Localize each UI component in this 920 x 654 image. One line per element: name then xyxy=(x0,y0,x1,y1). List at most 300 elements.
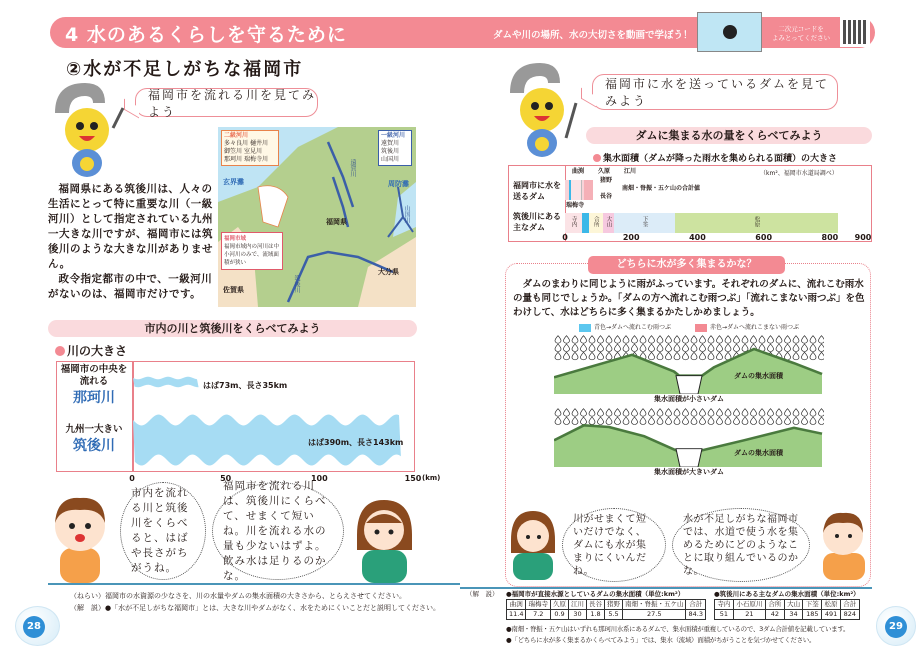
raindrop-icon xyxy=(683,352,689,360)
boy-character-icon xyxy=(815,505,870,580)
dam-name: 南畑・脊振・五ケ山の合計値 xyxy=(622,185,701,192)
note-2: ●「どちらに水が多く集まるかくらべてみよう」では、集水（流域）面積がちがうことを気づかせてください。 xyxy=(506,636,816,644)
river-label: 山国川 xyxy=(381,156,400,163)
raindrop-icon xyxy=(759,417,765,425)
raindrop-icon xyxy=(725,409,731,417)
dam-bar-南畑・脊振・五ケ山の合計値 xyxy=(584,180,593,200)
video-thumbnail[interactable] xyxy=(697,12,762,52)
raindrop-icon xyxy=(785,417,791,425)
raindrop-icon xyxy=(708,352,714,360)
raindrop-icon xyxy=(640,336,646,344)
raindrop-icon xyxy=(674,344,680,352)
raindrop-icon xyxy=(572,344,578,352)
raindrop-icon xyxy=(555,336,561,344)
bullet-icon xyxy=(593,154,601,162)
dam-row-label-chikugo: 筑後川にある主なダム xyxy=(513,212,561,232)
river-label: 筑後川 xyxy=(381,148,400,155)
raindrop-icon xyxy=(742,417,748,425)
river-label: 多々良川 xyxy=(224,140,249,147)
small-catchment-diagram-wrap xyxy=(554,334,824,394)
raindrop-icon xyxy=(819,336,825,344)
legend-blue-text: 青色→ダムへ流れこむ雨つぶ xyxy=(593,324,671,331)
mascot-icon xyxy=(45,78,130,183)
table-value: 51 xyxy=(714,610,733,620)
note-1: ●南畑・脊振・五ケ山はいずれも那珂川水系にあるダムで、集水面積が重複しているので、3ダム合計値を記載しています。 xyxy=(506,625,850,633)
catchment-label: 集水面積（ダムが降った雨水を集められる面積）の大きさ xyxy=(603,154,838,164)
raindrop-icon xyxy=(708,417,714,425)
raindrop-icon xyxy=(606,352,612,360)
raindrop-icon xyxy=(623,417,629,425)
raindrop-icon xyxy=(555,344,561,352)
speech-text: 福岡市に水を送っているダムを見てみよう xyxy=(605,77,830,108)
dam-catchment-label: ダムの集水面積 xyxy=(734,449,783,457)
table-value: 1.8 xyxy=(586,610,604,620)
class1-title: 一級河川 xyxy=(381,132,406,139)
raindrop-icon xyxy=(793,352,799,360)
raindrop-icon xyxy=(649,344,655,352)
fukuoka-map xyxy=(218,127,416,307)
table-header: 小石原川 xyxy=(733,600,765,610)
dam-axis-tick: 200 xyxy=(622,233,640,242)
river-row-label-chikugo xyxy=(58,424,130,455)
dam-bar-小石原川 xyxy=(582,213,589,233)
raindrop-icon xyxy=(581,409,587,417)
raindrop-icon xyxy=(564,409,570,417)
raindrop-icon xyxy=(700,344,706,352)
raindrop-icon xyxy=(717,344,723,352)
table-header: 松原 xyxy=(822,600,841,610)
raindrop-icon xyxy=(717,417,723,425)
compare-rivers-band: 市内の川と筑後川をくらべてみよう xyxy=(48,320,417,337)
river-label: 室見川 xyxy=(243,148,262,155)
caption-large: 集水面積が大きいダム xyxy=(654,468,724,476)
map-label-yamakuni: 山国川 xyxy=(403,205,410,223)
table-header: 下筌 xyxy=(803,600,822,610)
river-axis-tick: 150 xyxy=(404,474,422,483)
table-row xyxy=(507,610,706,620)
raindrop-icon xyxy=(810,409,816,417)
raindrop-icon xyxy=(683,417,689,425)
dam-bar-合所 xyxy=(589,213,603,233)
note-aim: （ねらい）福岡市の水資源の少なさを、川の水量やダムの集水面積の大きさから、とらえさせてください。 xyxy=(70,592,406,600)
raindrop-icon xyxy=(819,409,825,417)
raindrop-icon xyxy=(649,417,655,425)
class2-rivers-legend xyxy=(221,130,279,166)
raindrop-icon xyxy=(725,344,731,352)
raindrop-icon xyxy=(742,409,748,417)
raindrop-icon xyxy=(810,336,816,344)
raindrop-icon xyxy=(666,336,672,344)
fukuoka-dam-table xyxy=(506,599,706,620)
table-value: 27.5 xyxy=(622,610,686,620)
dam-name: 久原 xyxy=(598,168,611,175)
chart-source: （km²、福岡市水道局調べ） xyxy=(760,170,838,177)
river-name: 筑後川 xyxy=(73,438,115,454)
raindrop-icon xyxy=(742,344,748,352)
raindrop-icon xyxy=(640,344,646,352)
girl-speech-bubble-right xyxy=(562,508,666,582)
boy-speech-text: 市内を流れる川と筑後川をくらべると、はばや長さがちがうね。 xyxy=(131,487,189,574)
table-value: 30 xyxy=(568,610,586,620)
raindrop-icon xyxy=(683,409,689,417)
rain-activity-title: どちらに水が多く集まるかな？ xyxy=(588,256,785,274)
raindrop-icon xyxy=(657,352,663,360)
video-prompt: ダムや川の場所、水の大切さを動画で学ぼう！ xyxy=(493,30,693,41)
table-header: 猪野 xyxy=(604,600,622,610)
raindrop-icon xyxy=(768,344,774,352)
table-value: 185 xyxy=(803,610,822,620)
dam-bar-寺内 xyxy=(565,213,582,233)
raindrop-icon xyxy=(691,344,697,352)
raindrop-icon xyxy=(657,344,663,352)
table-value: 21 xyxy=(733,610,765,620)
class2-title: 二級河川 xyxy=(224,132,249,139)
raindrop-icon xyxy=(649,409,655,417)
explain-label: （解 説） xyxy=(466,590,499,598)
raindrop-icon xyxy=(700,352,706,360)
river-label-chikugo: はば390m、長さ143km xyxy=(308,438,404,447)
raindrop-icon xyxy=(581,417,587,425)
raindrop-icon xyxy=(776,417,782,425)
boy-speech-text: 水が不足しがちな福岡市では、水道で使う水を集めるためにどのようなことに取り組んでいるのかな。 xyxy=(683,513,799,577)
intro-text xyxy=(48,182,216,302)
speech-bubble-left xyxy=(135,88,318,117)
raindrop-icon xyxy=(776,409,782,417)
table-value: 491 xyxy=(822,610,841,620)
raindrop-icon xyxy=(768,336,774,344)
raindrop-icon xyxy=(615,344,621,352)
dam-name: 下筌 xyxy=(641,216,648,227)
river-bars xyxy=(133,362,415,472)
river-label: 遠賀川 xyxy=(381,140,400,147)
raindrop-icon xyxy=(615,417,621,425)
raindrop-icon xyxy=(700,409,706,417)
table-value: 824 xyxy=(840,610,859,620)
raindrop-icon xyxy=(708,336,714,344)
raindrop-icon xyxy=(810,417,816,425)
raindrop-icon xyxy=(734,417,740,425)
dam-bar-江川 xyxy=(571,180,581,200)
girl-speech-bubble xyxy=(212,479,344,582)
rain-legend xyxy=(579,323,799,332)
girl-speech-text: 福岡市を流れる川は、筑後川にくらべて、せまくて短いね。川を流れる水の量も少ないはずよ。飲み水は足りるのかな。 xyxy=(223,479,327,582)
dam-name: 松原 xyxy=(753,216,760,227)
dam-icon xyxy=(676,376,702,394)
raindrop-icon xyxy=(615,336,621,344)
river-desc: 九州一大きい xyxy=(65,424,123,435)
river-axis-tick: 0 xyxy=(129,474,135,483)
table-header: 久原 xyxy=(550,600,568,610)
raindrop-icon xyxy=(572,352,578,360)
raindrop-icon xyxy=(734,344,740,352)
map-label-genkai: 玄界灘 xyxy=(223,178,244,186)
table-header: 寺内 xyxy=(714,600,733,610)
raindrop-icon xyxy=(666,409,672,417)
raindrop-icon xyxy=(649,336,655,344)
dam-axis-tick: 600 xyxy=(755,233,773,242)
raindrop-icon xyxy=(734,409,740,417)
table-header: 長谷 xyxy=(586,600,604,610)
river-axis-unit: (km) xyxy=(422,474,441,482)
dam-bar-下筌 xyxy=(614,213,675,233)
raindrop-icon xyxy=(657,409,663,417)
river-desc: 福岡市の中央を流れる xyxy=(60,364,128,387)
red-swatch xyxy=(695,324,707,332)
dam-name: 大山 xyxy=(605,216,612,227)
map-label-fukuoka: 福岡県 xyxy=(326,218,347,226)
dam-axis-tick: 0 xyxy=(562,233,568,242)
raindrop-icon xyxy=(666,417,672,425)
raindrop-icon xyxy=(793,336,799,344)
legend-red-text: 赤色→ダムへ流れこまない雨つぶ xyxy=(710,324,800,331)
raindrop-icon xyxy=(819,417,825,425)
raindrop-icon xyxy=(589,344,595,352)
raindrop-icon xyxy=(759,409,765,417)
table-value: 7.2 xyxy=(526,610,551,620)
raindrop-icon xyxy=(734,336,740,344)
river-axis-tick: 100 xyxy=(310,474,328,483)
map-label-oita: 大分県 xyxy=(378,268,399,276)
dam-name: 瑞梅寺 xyxy=(566,202,585,209)
table-value: 84.3 xyxy=(686,610,705,620)
raindrop-icon xyxy=(785,409,791,417)
raindrop-icon xyxy=(632,417,638,425)
raindrop-icon xyxy=(691,352,697,360)
raindrop-icon xyxy=(572,417,578,425)
table-header: 合計 xyxy=(686,600,705,610)
table-header: 合計 xyxy=(840,600,859,610)
raindrop-icon xyxy=(785,352,791,360)
speech-bubble-right xyxy=(592,74,838,110)
river-bar-那珂川 xyxy=(133,377,199,387)
table-header: 曲渕 xyxy=(507,600,526,610)
raindrop-icon xyxy=(623,344,629,352)
catchment-heading xyxy=(593,151,837,164)
raindrop-icon xyxy=(623,409,629,417)
chikugo-dam-group xyxy=(714,590,860,620)
table-header: 合所 xyxy=(765,600,784,610)
table-value: 42 xyxy=(765,610,784,620)
river-label: 御笠川 xyxy=(224,148,243,155)
raindrop-icon xyxy=(632,344,638,352)
raindrop-icon xyxy=(615,409,621,417)
page-number-left: 28 xyxy=(23,616,45,638)
left-notes xyxy=(70,590,440,614)
footnote-tables xyxy=(506,590,860,620)
dam-name: 猪野 xyxy=(600,177,613,184)
raindrop-icon xyxy=(725,336,731,344)
small-catchment-diagram xyxy=(554,334,824,394)
raindrop-icon xyxy=(606,417,612,425)
dam-row-label-fukuoka: 福岡市に水を送るダム xyxy=(513,181,561,201)
raindrop-icon xyxy=(776,344,782,352)
chapter-title: 4 水のあるくらしを守るために xyxy=(65,24,347,46)
raindrop-icon xyxy=(793,344,799,352)
raindrop-icon xyxy=(717,409,723,417)
river-label: 樋井川 xyxy=(249,140,268,147)
map-label-onga: 遠賀川 xyxy=(349,159,356,177)
river-size-label: 川の大きさ xyxy=(67,344,128,358)
girl-speech-text: 川がせまくて短いだけでなく、ダムにも水が集まりにくいんだね。 xyxy=(573,513,647,577)
city-box-title: 福岡市域 xyxy=(224,236,247,242)
raindrop-icon xyxy=(657,417,663,425)
city-area-box xyxy=(221,232,283,270)
dam-name: 合所 xyxy=(592,216,599,227)
divider-line xyxy=(460,587,872,589)
raindrop-icon xyxy=(793,409,799,417)
raindrop-icon xyxy=(564,352,570,360)
dam-name: 曲渕 xyxy=(572,168,585,175)
raindrop-icon xyxy=(751,409,757,417)
play-icon[interactable] xyxy=(723,25,737,39)
qr-pattern xyxy=(843,20,867,44)
qr-code-icon[interactable] xyxy=(840,17,870,47)
map-label-chikugo: 筑後川 xyxy=(293,275,300,293)
divider-line xyxy=(48,583,460,585)
raindrop-icon xyxy=(700,336,706,344)
raindrop-icon xyxy=(666,352,672,360)
bullet-icon xyxy=(55,346,65,356)
raindrop-icon xyxy=(802,344,808,352)
raindrop-icon xyxy=(819,344,825,352)
boy-speech-bubble xyxy=(120,482,206,580)
table-value: 34 xyxy=(784,610,803,620)
girl-character-icon xyxy=(352,495,417,583)
raindrop-icon xyxy=(759,336,765,344)
raindrop-icon xyxy=(564,336,570,344)
raindrop-icon xyxy=(802,336,808,344)
raindrop-icon xyxy=(768,409,774,417)
raindrop-icon xyxy=(717,352,723,360)
table-header: 南畑・脊振・五ケ山 xyxy=(622,600,686,610)
city-box-text: 福岡市域内の河川は中小河川のみで、流域面積が狭い xyxy=(224,244,280,266)
dam-axis-tick: 800 xyxy=(821,233,839,242)
large-catchment-diagram xyxy=(554,407,824,467)
dam-catchment-label: ダムの集水面積 xyxy=(734,372,783,380)
girl-character-icon xyxy=(508,508,558,580)
raindrop-icon xyxy=(691,409,697,417)
blue-swatch xyxy=(579,324,591,332)
raindrop-icon xyxy=(674,352,680,360)
table-row xyxy=(507,600,706,610)
raindrop-icon xyxy=(555,352,561,360)
raindrop-icon xyxy=(598,417,604,425)
raindrop-icon xyxy=(555,417,561,425)
raindrop-icon xyxy=(589,417,595,425)
raindrop-icon xyxy=(606,336,612,344)
river-label-naka: はば73m、長さ35km xyxy=(203,381,288,390)
dam-axis-tick: 900 xyxy=(854,233,872,242)
dam-name: 江川 xyxy=(624,168,637,175)
caption-small: 集水面積が小さいダム xyxy=(654,395,724,403)
map-label-suo: 周防灘 xyxy=(388,180,409,188)
rain-activity-content xyxy=(513,278,865,480)
raindrop-icon xyxy=(581,352,587,360)
raindrop-icon xyxy=(581,344,587,352)
raindrop-icon xyxy=(725,417,731,425)
dam-bar-松原 xyxy=(675,213,838,233)
raindrop-icon xyxy=(657,336,663,344)
compare-dams-band: ダムに集まる水の量をくらべてみよう xyxy=(586,127,872,144)
raindrop-icon xyxy=(572,336,578,344)
rain-paragraph: ダムのまわりに同じように雨がふっています。それぞれのダムに、流れこむ雨水の量も同じでしょうか。「ダムの方へ流れこむ雨つぶ」「流れこまない雨つぶ」を色わけして、水はどちらに多く集まるかたしかめましょう。 xyxy=(513,279,865,318)
raindrop-icon xyxy=(683,336,689,344)
raindrop-icon xyxy=(691,417,697,425)
river-row-label-naka xyxy=(58,364,130,407)
table2-title: ●筑後川にある主なダムの集水面積（単位:km²） xyxy=(713,590,860,598)
table-row xyxy=(714,610,859,620)
raindrop-icon xyxy=(589,409,595,417)
raindrop-icon xyxy=(598,336,604,344)
raindrop-icon xyxy=(683,344,689,352)
large-catchment-diagram-wrap xyxy=(554,407,824,467)
raindrop-icon xyxy=(742,336,748,344)
dam-bar-大山 xyxy=(603,213,614,233)
intro-paragraph-2: 政令指定都市の中で、一級河川がないのは、福岡市だけです。 xyxy=(48,273,213,300)
qr-text-1: 二次元コードを xyxy=(778,25,824,33)
river-axis-tick: 50 xyxy=(220,474,232,483)
page-number-right: 29 xyxy=(885,616,907,638)
table-header: 江川 xyxy=(568,600,586,610)
raindrop-icon xyxy=(768,417,774,425)
raindrop-icon xyxy=(785,344,791,352)
table1-title: ●福岡市が直接水源としているダムの集水面積（単位:km²） xyxy=(506,590,685,598)
raindrop-icon xyxy=(572,409,578,417)
raindrop-icon xyxy=(751,417,757,425)
table-header: 瑞梅寺 xyxy=(526,600,551,610)
raindrop-icon xyxy=(810,352,816,360)
raindrop-icon xyxy=(623,336,629,344)
river-size-heading xyxy=(55,342,127,359)
mascot-icon xyxy=(500,58,580,163)
dam-name: 長谷 xyxy=(600,193,613,200)
raindrop-icon xyxy=(555,409,561,417)
raindrop-icon xyxy=(632,336,638,344)
river-name: 那珂川 xyxy=(73,390,115,406)
raindrop-icon xyxy=(598,352,604,360)
raindrop-icon xyxy=(598,344,604,352)
legend-red xyxy=(695,323,799,332)
raindrop-icon xyxy=(589,352,595,360)
raindrop-icon xyxy=(606,344,612,352)
raindrop-icon xyxy=(793,417,799,425)
raindrop-icon xyxy=(674,336,680,344)
chikugo-dam-table xyxy=(714,599,860,620)
legend-blue xyxy=(579,323,671,332)
section-title: ②水が不足しがちな福岡市 xyxy=(66,59,304,80)
raindrop-icon xyxy=(589,336,595,344)
raindrop-icon xyxy=(700,417,706,425)
boy-speech-bubble-right xyxy=(672,508,810,582)
right-notes xyxy=(506,624,849,646)
dam-name: 寺内 xyxy=(570,216,577,227)
raindrop-icon xyxy=(717,336,723,344)
raindrop-icon xyxy=(649,352,655,360)
raindrop-icon xyxy=(708,409,714,417)
note-explain: （解 説）●「水が不足しがちな福岡市」とは、大きな川やダムがなく、水をためにくいことだと説明してください。 xyxy=(70,604,440,612)
qr-text-2: よみとってください xyxy=(771,34,831,42)
raindrop-icon xyxy=(802,417,808,425)
raindrop-icon xyxy=(802,352,808,360)
raindrop-icon xyxy=(691,336,697,344)
raindrop-icon xyxy=(564,417,570,425)
raindrop-icon xyxy=(640,417,646,425)
raindrop-icon xyxy=(776,336,782,344)
raindrop-icon xyxy=(564,344,570,352)
raindrop-icon xyxy=(751,336,757,344)
speech-text: 福岡市を流れる川を見てみよう xyxy=(148,87,317,119)
raindrop-icon xyxy=(674,409,680,417)
